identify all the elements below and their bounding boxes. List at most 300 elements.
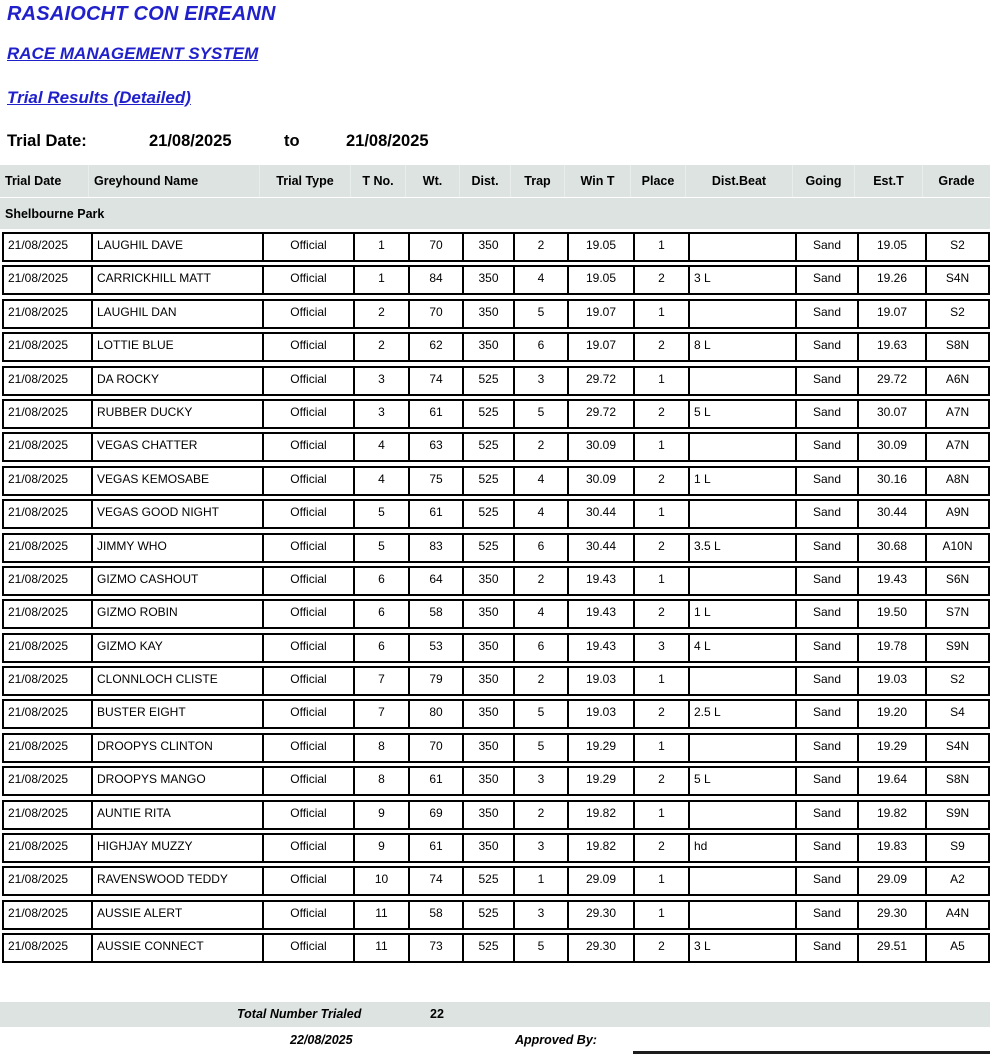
cell: 6 bbox=[355, 635, 410, 661]
cell: 5 L bbox=[690, 401, 797, 427]
cell: 19.26 bbox=[859, 267, 927, 293]
table-row bbox=[2, 699, 990, 729]
cell: 30.09 bbox=[569, 468, 635, 494]
cell: 63 bbox=[410, 434, 464, 460]
cell: 2 bbox=[355, 334, 410, 360]
cell: Official bbox=[264, 768, 355, 794]
cell: 19.43 bbox=[569, 568, 635, 594]
cell: 1 bbox=[635, 301, 690, 327]
column-header: Trial Type bbox=[260, 165, 351, 197]
cell: 350 bbox=[464, 635, 515, 661]
cell: 19.63 bbox=[859, 334, 927, 360]
cell: Official bbox=[264, 301, 355, 327]
column-header: Est.T bbox=[855, 165, 923, 197]
cell: 9 bbox=[355, 802, 410, 828]
cell: 21/08/2025 bbox=[4, 301, 93, 327]
cell: Sand bbox=[797, 768, 859, 794]
table-row bbox=[2, 432, 990, 462]
cell: 525 bbox=[464, 535, 515, 561]
cell: 19.43 bbox=[859, 568, 927, 594]
cell: VEGAS CHATTER bbox=[93, 434, 264, 460]
cell: 21/08/2025 bbox=[4, 868, 93, 894]
cell: Sand bbox=[797, 902, 859, 928]
cell: A4N bbox=[945, 905, 970, 920]
cell: 19.29 bbox=[569, 768, 635, 794]
cell: S8N bbox=[945, 338, 970, 353]
cell: 350 bbox=[464, 568, 515, 594]
cell: 19.78 bbox=[859, 635, 927, 661]
cell: Official bbox=[264, 735, 355, 761]
table-row bbox=[2, 633, 990, 663]
cell: GIZMO KAY bbox=[93, 635, 264, 661]
cell: 19.82 bbox=[859, 802, 927, 828]
cell bbox=[690, 802, 797, 828]
cell: 3 L bbox=[690, 267, 797, 293]
cell: Official bbox=[264, 501, 355, 527]
cell: Sand bbox=[797, 568, 859, 594]
cell: 21/08/2025 bbox=[4, 501, 93, 527]
cell: 29.09 bbox=[569, 868, 635, 894]
cell: 84 bbox=[410, 267, 464, 293]
cell: 80 bbox=[410, 701, 464, 727]
cell: 19.05 bbox=[569, 267, 635, 293]
cell: 525 bbox=[464, 401, 515, 427]
table-row bbox=[2, 366, 990, 396]
cell: RAVENSWOOD TEDDY bbox=[93, 868, 264, 894]
cell: Sand bbox=[797, 501, 859, 527]
cell: 6 bbox=[515, 635, 569, 661]
cell: 21/08/2025 bbox=[4, 768, 93, 794]
cell: Sand bbox=[797, 835, 859, 861]
cell: 21/08/2025 bbox=[4, 368, 93, 394]
column-header: Win T bbox=[565, 165, 631, 197]
cell: CARRICKHILL MATT bbox=[93, 267, 264, 293]
cell: 350 bbox=[464, 267, 515, 293]
table-row bbox=[2, 666, 990, 696]
table-row bbox=[2, 733, 990, 763]
cell bbox=[690, 668, 797, 694]
cell: 30.44 bbox=[569, 535, 635, 561]
cell: 19.07 bbox=[859, 301, 927, 327]
cell bbox=[690, 735, 797, 761]
cell: S9N bbox=[945, 805, 970, 820]
cell: 525 bbox=[464, 434, 515, 460]
cell: 350 bbox=[464, 301, 515, 327]
cell: 61 bbox=[410, 835, 464, 861]
cell: Official bbox=[264, 468, 355, 494]
cell: 19.29 bbox=[859, 735, 927, 761]
trial-date-to: 21/08/2025 bbox=[346, 132, 429, 150]
cell: 1 L bbox=[690, 468, 797, 494]
cell: 1 bbox=[635, 434, 690, 460]
cell: BUSTER EIGHT bbox=[93, 701, 264, 727]
cell: 3 bbox=[515, 835, 569, 861]
cell: GIZMO ROBIN bbox=[93, 601, 264, 627]
cell: 30.09 bbox=[859, 434, 927, 460]
cell: 2 bbox=[635, 267, 690, 293]
cell: 19.05 bbox=[859, 234, 927, 260]
cell: Official bbox=[264, 868, 355, 894]
cell: 58 bbox=[410, 902, 464, 928]
cell: A8N bbox=[945, 471, 970, 486]
cell: 2 bbox=[635, 535, 690, 561]
cell: 5 bbox=[515, 401, 569, 427]
footer-row bbox=[0, 1033, 1000, 1057]
approved-by-label: Approved By: bbox=[515, 1033, 597, 1047]
cell: 1 bbox=[635, 868, 690, 894]
cell: A10N bbox=[942, 538, 973, 553]
cell: 19.50 bbox=[859, 601, 927, 627]
cell: 19.64 bbox=[859, 768, 927, 794]
cell: 74 bbox=[410, 868, 464, 894]
cell: 1 bbox=[355, 267, 410, 293]
cell: 21/08/2025 bbox=[4, 668, 93, 694]
cell: 19.03 bbox=[569, 668, 635, 694]
cell: 21/08/2025 bbox=[4, 735, 93, 761]
cell: 83 bbox=[410, 535, 464, 561]
column-header: Greyhound Name bbox=[89, 165, 260, 197]
table-row bbox=[2, 766, 990, 796]
cell: Sand bbox=[797, 368, 859, 394]
cell: 4 bbox=[515, 601, 569, 627]
cell: 61 bbox=[410, 501, 464, 527]
cell: 5 bbox=[355, 535, 410, 561]
cell: 30.07 bbox=[859, 401, 927, 427]
cell: 11 bbox=[355, 935, 410, 961]
table-row bbox=[2, 833, 990, 863]
cell: CLONNLOCH CLISTE bbox=[93, 668, 264, 694]
cell: Sand bbox=[797, 334, 859, 360]
cell: 19.03 bbox=[859, 668, 927, 694]
cell: 74 bbox=[410, 368, 464, 394]
cell: 21/08/2025 bbox=[4, 701, 93, 727]
cell: 29.51 bbox=[859, 935, 927, 961]
cell: 3 L bbox=[690, 935, 797, 961]
table-row bbox=[2, 299, 990, 329]
cell bbox=[690, 868, 797, 894]
cell: 8 L bbox=[690, 334, 797, 360]
cell: 1 bbox=[635, 902, 690, 928]
cell: Official bbox=[264, 601, 355, 627]
cell: Official bbox=[264, 267, 355, 293]
column-header: Trap bbox=[511, 165, 565, 197]
cell: Sand bbox=[797, 701, 859, 727]
cell: 2 bbox=[635, 601, 690, 627]
cell: S4N bbox=[945, 738, 970, 753]
cell: A5 bbox=[950, 939, 965, 954]
cell: 4 L bbox=[690, 635, 797, 661]
cell: 53 bbox=[410, 635, 464, 661]
cell: 5 bbox=[515, 935, 569, 961]
cell: A2 bbox=[950, 872, 965, 887]
trial-date-label: Trial Date: bbox=[7, 132, 87, 150]
cell: 11 bbox=[355, 902, 410, 928]
cell: 1 bbox=[635, 234, 690, 260]
cell: 350 bbox=[464, 234, 515, 260]
cell: 2 bbox=[515, 668, 569, 694]
trial-results-rows bbox=[2, 232, 990, 967]
cell: S6N bbox=[945, 571, 970, 586]
cell: 21/08/2025 bbox=[4, 267, 93, 293]
cell: Sand bbox=[797, 635, 859, 661]
table-row bbox=[2, 499, 990, 529]
cell: 525 bbox=[464, 935, 515, 961]
cell bbox=[690, 301, 797, 327]
cell: 350 bbox=[464, 768, 515, 794]
cell: A7N bbox=[945, 438, 970, 453]
cell: LAUGHIL DAVE bbox=[93, 234, 264, 260]
cell: Official bbox=[264, 234, 355, 260]
cell: 30.44 bbox=[569, 501, 635, 527]
cell: 21/08/2025 bbox=[4, 568, 93, 594]
column-header: T No. bbox=[351, 165, 406, 197]
cell: 10 bbox=[355, 868, 410, 894]
cell: LAUGHIL DAN bbox=[93, 301, 264, 327]
cell: 69 bbox=[410, 802, 464, 828]
cell: Official bbox=[264, 535, 355, 561]
cell: 73 bbox=[410, 935, 464, 961]
column-header: Dist.Beat bbox=[686, 165, 793, 197]
cell: 30.68 bbox=[859, 535, 927, 561]
cell: Sand bbox=[797, 868, 859, 894]
cell: S4N bbox=[945, 271, 970, 286]
cell: 2 bbox=[635, 401, 690, 427]
cell: S2 bbox=[950, 304, 965, 319]
cell bbox=[690, 902, 797, 928]
cell: Official bbox=[264, 368, 355, 394]
cell: A7N bbox=[945, 404, 970, 419]
cell: 9 bbox=[355, 835, 410, 861]
report-title: Trial Results (Detailed) bbox=[7, 88, 191, 107]
cell: 2 bbox=[635, 334, 690, 360]
cell: 21/08/2025 bbox=[4, 835, 93, 861]
cell: Sand bbox=[797, 802, 859, 828]
cell: AUSSIE ALERT bbox=[93, 902, 264, 928]
cell: 5 bbox=[355, 501, 410, 527]
cell: Official bbox=[264, 568, 355, 594]
cell: Sand bbox=[797, 668, 859, 694]
cell: 19.07 bbox=[569, 334, 635, 360]
cell: 2.5 L bbox=[690, 701, 797, 727]
cell: 19.43 bbox=[569, 635, 635, 661]
cell: AUNTIE RITA bbox=[93, 802, 264, 828]
cell: VEGAS KEMOSABE bbox=[93, 468, 264, 494]
cell: Official bbox=[264, 701, 355, 727]
cell bbox=[690, 234, 797, 260]
cell: 1 bbox=[635, 668, 690, 694]
cell: 70 bbox=[410, 735, 464, 761]
cell: Sand bbox=[797, 535, 859, 561]
cell: 4 bbox=[515, 501, 569, 527]
column-header: Wt. bbox=[406, 165, 460, 197]
cell: 350 bbox=[464, 802, 515, 828]
cell: 21/08/2025 bbox=[4, 434, 93, 460]
cell: 4 bbox=[515, 267, 569, 293]
table-header-row bbox=[0, 165, 990, 197]
cell: 3 bbox=[635, 635, 690, 661]
cell: DROOPYS CLINTON bbox=[93, 735, 264, 761]
total-bar bbox=[0, 1002, 990, 1027]
trial-date-line bbox=[0, 132, 1000, 154]
cell: 5 L bbox=[690, 768, 797, 794]
cell: 29.09 bbox=[859, 868, 927, 894]
cell: 1 bbox=[515, 868, 569, 894]
cell: 2 bbox=[515, 802, 569, 828]
cell: Official bbox=[264, 835, 355, 861]
cell: S9N bbox=[945, 638, 970, 653]
cell: 19.07 bbox=[569, 301, 635, 327]
cell: 29.72 bbox=[569, 368, 635, 394]
cell: 525 bbox=[464, 902, 515, 928]
track-name: Shelbourne Park bbox=[5, 206, 105, 221]
cell: 21/08/2025 bbox=[4, 902, 93, 928]
cell: 2 bbox=[515, 434, 569, 460]
table-row bbox=[2, 466, 990, 496]
table-row bbox=[2, 866, 990, 896]
cell: 525 bbox=[464, 868, 515, 894]
table-row bbox=[2, 533, 990, 563]
cell: 61 bbox=[410, 401, 464, 427]
cell: 6 bbox=[355, 601, 410, 627]
cell: 2 bbox=[635, 835, 690, 861]
cell: 19.20 bbox=[859, 701, 927, 727]
cell: 19.03 bbox=[569, 701, 635, 727]
cell: 3.5 L bbox=[690, 535, 797, 561]
cell: 21/08/2025 bbox=[4, 401, 93, 427]
cell: S2 bbox=[950, 672, 965, 687]
cell: 7 bbox=[355, 701, 410, 727]
cell: 19.43 bbox=[569, 601, 635, 627]
cell: 1 bbox=[635, 802, 690, 828]
cell: 350 bbox=[464, 835, 515, 861]
table-row bbox=[2, 933, 990, 963]
cell: 29.30 bbox=[569, 935, 635, 961]
cell: Official bbox=[264, 635, 355, 661]
cell: LOTTIE BLUE bbox=[93, 334, 264, 360]
trial-date-from: 21/08/2025 bbox=[149, 132, 232, 150]
cell: DA ROCKY bbox=[93, 368, 264, 394]
cell: 3 bbox=[355, 401, 410, 427]
cell: 1 bbox=[635, 501, 690, 527]
column-header: Dist. bbox=[460, 165, 511, 197]
cell bbox=[690, 368, 797, 394]
cell: 525 bbox=[464, 368, 515, 394]
cell bbox=[690, 501, 797, 527]
cell: 2 bbox=[515, 568, 569, 594]
cell: GIZMO CASHOUT bbox=[93, 568, 264, 594]
cell: 58 bbox=[410, 601, 464, 627]
cell: 29.72 bbox=[859, 368, 927, 394]
cell: JIMMY WHO bbox=[93, 535, 264, 561]
cell: 19.05 bbox=[569, 234, 635, 260]
cell: 5 bbox=[515, 301, 569, 327]
cell: 30.44 bbox=[859, 501, 927, 527]
total-trialed-value: 22 bbox=[430, 1007, 444, 1021]
cell: HIGHJAY MUZZY bbox=[93, 835, 264, 861]
cell: 75 bbox=[410, 468, 464, 494]
cell: 350 bbox=[464, 601, 515, 627]
cell bbox=[690, 434, 797, 460]
cell: 6 bbox=[515, 334, 569, 360]
cell: 2 bbox=[515, 234, 569, 260]
cell: 1 bbox=[635, 735, 690, 761]
org-title: RASAIOCHT CON EIREANN bbox=[7, 3, 276, 25]
cell: 4 bbox=[355, 468, 410, 494]
cell: 79 bbox=[410, 668, 464, 694]
table-row bbox=[2, 900, 990, 930]
cell: 19.82 bbox=[569, 835, 635, 861]
cell: 30.16 bbox=[859, 468, 927, 494]
track-section-row bbox=[0, 198, 990, 229]
cell: 5 bbox=[515, 701, 569, 727]
column-header: Going bbox=[793, 165, 855, 197]
cell: 64 bbox=[410, 568, 464, 594]
cell: Sand bbox=[797, 601, 859, 627]
cell: Sand bbox=[797, 401, 859, 427]
cell: 2 bbox=[635, 701, 690, 727]
cell: Sand bbox=[797, 735, 859, 761]
total-trialed-label: Total Number Trialed bbox=[237, 1007, 362, 1021]
cell: 2 bbox=[635, 935, 690, 961]
cell: 21/08/2025 bbox=[4, 468, 93, 494]
cell: Official bbox=[264, 668, 355, 694]
cell: 21/08/2025 bbox=[4, 535, 93, 561]
cell: Official bbox=[264, 802, 355, 828]
cell: 1 bbox=[635, 568, 690, 594]
report-generated-date: 22/08/2025 bbox=[290, 1033, 353, 1047]
cell: 4 bbox=[355, 434, 410, 460]
cell: 70 bbox=[410, 301, 464, 327]
cell: 350 bbox=[464, 668, 515, 694]
table-row bbox=[2, 399, 990, 429]
cell: hd bbox=[690, 835, 797, 861]
cell: 5 bbox=[515, 735, 569, 761]
signature-line bbox=[633, 1051, 990, 1054]
cell: 350 bbox=[464, 735, 515, 761]
cell: Official bbox=[264, 935, 355, 961]
cell: 21/08/2025 bbox=[4, 802, 93, 828]
cell: 30.09 bbox=[569, 434, 635, 460]
cell: Sand bbox=[797, 267, 859, 293]
cell: 29.72 bbox=[569, 401, 635, 427]
cell: S2 bbox=[950, 238, 965, 252]
cell: 62 bbox=[410, 334, 464, 360]
cell: 2 bbox=[355, 301, 410, 327]
table-row bbox=[2, 566, 990, 596]
cell: RUBBER DUCKY bbox=[93, 401, 264, 427]
cell: 8 bbox=[355, 735, 410, 761]
cell: 3 bbox=[515, 902, 569, 928]
cell: 3 bbox=[515, 768, 569, 794]
cell: 525 bbox=[464, 468, 515, 494]
cell: Sand bbox=[797, 935, 859, 961]
cell: 350 bbox=[464, 334, 515, 360]
cell: Sand bbox=[797, 468, 859, 494]
cell: 3 bbox=[355, 368, 410, 394]
cell: A6N bbox=[945, 371, 970, 386]
cell: S4 bbox=[950, 705, 965, 720]
cell: 61 bbox=[410, 768, 464, 794]
cell: 21/08/2025 bbox=[4, 935, 93, 961]
cell: 7 bbox=[355, 668, 410, 694]
cell: S9 bbox=[950, 839, 965, 854]
cell: 19.82 bbox=[569, 802, 635, 828]
cell: 29.30 bbox=[859, 902, 927, 928]
cell: S7N bbox=[945, 605, 970, 620]
cell: DROOPYS MANGO bbox=[93, 768, 264, 794]
table-row bbox=[2, 232, 990, 262]
cell bbox=[690, 568, 797, 594]
